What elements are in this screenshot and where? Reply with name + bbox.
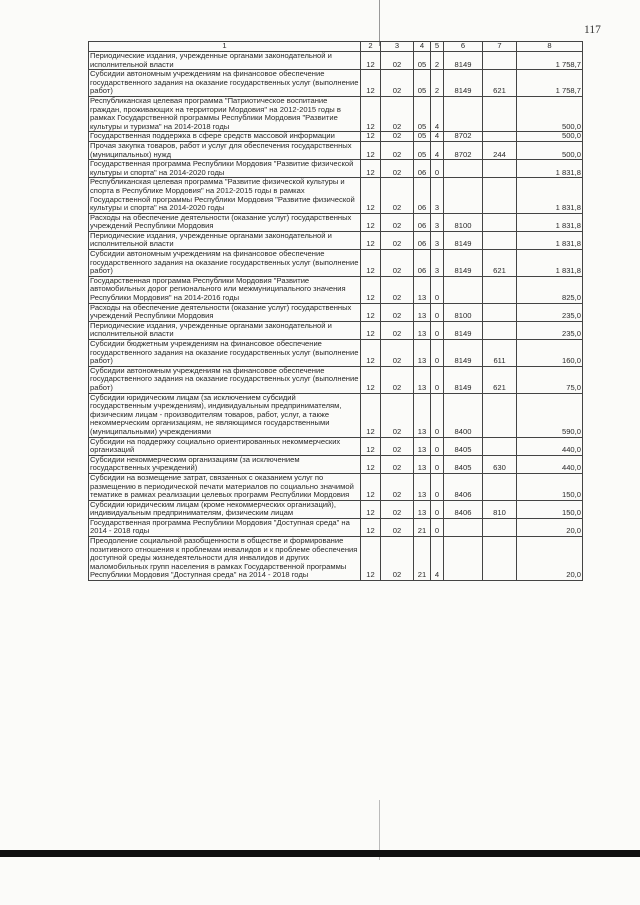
row-code-c4: 13	[414, 500, 431, 518]
row-code-c5: 0	[431, 366, 444, 393]
page-number: 117	[584, 24, 601, 36]
row-code-c4: 13	[414, 455, 431, 473]
row-code-c4: 06	[414, 178, 431, 213]
table-row	[89, 537, 583, 581]
row-code-c2: 12	[361, 231, 381, 249]
row-code-c3: 02	[381, 52, 414, 70]
header-cell: 5	[431, 42, 444, 52]
row-code-c6	[444, 160, 483, 178]
row-code-c7: 621	[483, 366, 517, 393]
header-cell: 6	[444, 42, 483, 52]
row-code-c2: 12	[361, 250, 381, 277]
row-description: Прочая закупка товаров, работ и услуг для обеспечения государственных (муниципальных) нужд	[89, 141, 361, 159]
row-code-c4: 05	[414, 96, 431, 131]
row-description: Субсидии автономным учреждениям на финансовое обеспечение государственного задания на оказание государственных услуг (выполнение работ)	[89, 250, 361, 277]
row-code-c2: 12	[361, 366, 381, 393]
row-code-c3: 02	[381, 437, 414, 455]
table-row	[89, 437, 583, 455]
row-code-c3: 02	[381, 132, 414, 142]
row-code-c5: 0	[431, 455, 444, 473]
row-description: Государственная программа Республики Мордовия "Развитие автомобильных дорог регионального или межмуниципального значения Республики Мордовия" на 2014-2016 годы	[89, 276, 361, 303]
row-code-c4: 06	[414, 250, 431, 277]
row-code-c5: 2	[431, 52, 444, 70]
row-code-c5: 3	[431, 250, 444, 277]
table-row	[89, 500, 583, 518]
row-code-c6: 8149	[444, 52, 483, 70]
row-amount: 500,0	[517, 96, 583, 131]
row-code-c6: 8702	[444, 141, 483, 159]
row-amount: 1 831,8	[517, 160, 583, 178]
row-code-c5: 0	[431, 321, 444, 339]
row-amount: 235,0	[517, 321, 583, 339]
row-code-c7	[483, 160, 517, 178]
row-code-c2: 12	[361, 70, 381, 97]
row-code-c4: 06	[414, 213, 431, 231]
row-amount: 1 758,7	[517, 70, 583, 97]
table-row	[89, 141, 583, 159]
row-amount: 1 831,8	[517, 250, 583, 277]
row-code-c6: 8406	[444, 473, 483, 500]
row-code-c2: 12	[361, 178, 381, 213]
table-row	[89, 160, 583, 178]
row-code-c3: 02	[381, 321, 414, 339]
row-code-c6: 8405	[444, 437, 483, 455]
row-amount: 1 758,7	[517, 52, 583, 70]
row-amount: 150,0	[517, 500, 583, 518]
row-code-c2: 12	[361, 213, 381, 231]
row-code-c4: 13	[414, 473, 431, 500]
row-code-c4: 13	[414, 393, 431, 437]
row-description: Расходы на обеспечение деятельности (оказание услуг) государственных учреждений Республики Мордовия	[89, 213, 361, 231]
row-code-c3: 02	[381, 473, 414, 500]
row-code-c4: 13	[414, 437, 431, 455]
row-code-c2: 12	[361, 160, 381, 178]
row-amount: 160,0	[517, 340, 583, 367]
row-code-c3: 02	[381, 537, 414, 581]
table-row	[89, 70, 583, 97]
table-row	[89, 321, 583, 339]
row-description: Преодоление социальной разобщенности в обществе и формирование позитивного отношения к проблемам инвалидов и к проблеме обеспечения доступной среды жизнедеятельности для инвалидов и других маломобильных групп населения в рамках Государственной программы Республики Мордовия "Доступная среда" на 2014 - 2018 годы	[89, 537, 361, 581]
row-code-c2: 12	[361, 340, 381, 367]
row-code-c7	[483, 321, 517, 339]
row-code-c7	[483, 393, 517, 437]
row-code-c3: 02	[381, 250, 414, 277]
table-row	[89, 213, 583, 231]
row-code-c3: 02	[381, 340, 414, 367]
row-amount: 1 831,8	[517, 231, 583, 249]
row-code-c5: 0	[431, 437, 444, 455]
row-code-c6	[444, 537, 483, 581]
row-description: Субсидии на поддержку социально ориентированных некоммерческих организаций	[89, 437, 361, 455]
table-row	[89, 178, 583, 213]
row-code-c3: 02	[381, 213, 414, 231]
row-amount: 150,0	[517, 473, 583, 500]
row-amount: 825,0	[517, 276, 583, 303]
row-code-c3: 02	[381, 500, 414, 518]
row-description: Субсидии юридическим лицам (за исключением субсидий государственным учреждениям), индивидуальным предпринимателям, физическим лицам - производителям товаров, работ, услуг, а также некоммерческим организациям, не являющимся государственными (муниципальными) учреждениями	[89, 393, 361, 437]
row-code-c5: 0	[431, 500, 444, 518]
row-code-c3: 02	[381, 96, 414, 131]
row-description: Республиканская целевая программа "Патриотическое воспитание граждан, проживающих на территории Мордовия" на 2012-2015 годы в рамках Государственной программы Республики Мордовия "Развитие культуры и туризма" на 2014-2018 годы	[89, 96, 361, 131]
row-code-c2: 12	[361, 141, 381, 159]
row-code-c4: 05	[414, 141, 431, 159]
row-description: Периодические издания, учрежденные органами законодательной и исполнительной власти	[89, 52, 361, 70]
table-row	[89, 231, 583, 249]
header-cell: 3	[381, 42, 414, 52]
row-code-c6: 8702	[444, 132, 483, 142]
row-code-c2: 12	[361, 321, 381, 339]
row-code-c6: 8149	[444, 366, 483, 393]
row-code-c7	[483, 518, 517, 536]
row-description: Периодические издания, учрежденные органами законодательной и исполнительной власти	[89, 321, 361, 339]
table-row	[89, 473, 583, 500]
row-code-c5: 0	[431, 303, 444, 321]
row-amount: 75,0	[517, 366, 583, 393]
row-code-c7: 630	[483, 455, 517, 473]
row-description: Субсидии на возмещение затрат, связанных с оказанием услуг по размещению в периодической печати материалов по социально значимой тематике в рамках реализации целевых программ Республики Мордовия	[89, 473, 361, 500]
row-amount: 500,0	[517, 141, 583, 159]
row-code-c2: 12	[361, 303, 381, 321]
row-amount: 440,0	[517, 437, 583, 455]
table-row	[89, 250, 583, 277]
row-amount: 20,0	[517, 518, 583, 536]
header-cell: 2	[361, 42, 381, 52]
row-amount: 590,0	[517, 393, 583, 437]
row-code-c6: 8149	[444, 231, 483, 249]
budget-table	[88, 41, 583, 581]
row-code-c5: 4	[431, 132, 444, 142]
row-code-c7	[483, 52, 517, 70]
row-code-c7	[483, 537, 517, 581]
row-code-c7: 244	[483, 141, 517, 159]
row-code-c7	[483, 132, 517, 142]
row-amount: 20,0	[517, 537, 583, 581]
row-code-c7: 810	[483, 500, 517, 518]
table-row	[89, 455, 583, 473]
row-code-c6: 8100	[444, 213, 483, 231]
row-code-c2: 12	[361, 500, 381, 518]
row-code-c7	[483, 303, 517, 321]
row-code-c5: 3	[431, 213, 444, 231]
row-code-c6: 8406	[444, 500, 483, 518]
row-description: Субсидии юридическим лицам (кроме некоммерческих организаций), индивидуальным предпринимателям, физическим лицам	[89, 500, 361, 518]
row-description: Государственная программа Республики Мордовия "Доступная среда" на 2014 - 2018 годы	[89, 518, 361, 536]
center-fold-line	[379, 0, 380, 46]
row-amount: 1 831,8	[517, 213, 583, 231]
row-code-c6	[444, 178, 483, 213]
row-code-c5: 3	[431, 231, 444, 249]
row-code-c6: 8149	[444, 70, 483, 97]
row-code-c7	[483, 96, 517, 131]
row-code-c4: 13	[414, 303, 431, 321]
row-code-c5: 2	[431, 70, 444, 97]
row-code-c7	[483, 473, 517, 500]
row-code-c5: 0	[431, 340, 444, 367]
row-code-c3: 02	[381, 160, 414, 178]
row-code-c4: 21	[414, 518, 431, 536]
table-row	[89, 340, 583, 367]
table-row	[89, 518, 583, 536]
row-code-c4: 06	[414, 231, 431, 249]
table-row	[89, 366, 583, 393]
row-code-c5: 0	[431, 518, 444, 536]
row-code-c6: 8149	[444, 321, 483, 339]
row-code-c6: 8149	[444, 340, 483, 367]
row-code-c5: 0	[431, 276, 444, 303]
row-code-c4: 13	[414, 340, 431, 367]
row-code-c3: 02	[381, 276, 414, 303]
row-code-c2: 12	[361, 52, 381, 70]
scan-edge-bar	[0, 850, 640, 857]
row-code-c7	[483, 437, 517, 455]
row-code-c2: 12	[361, 276, 381, 303]
row-code-c3: 02	[381, 141, 414, 159]
row-code-c2: 12	[361, 437, 381, 455]
header-cell: 7	[483, 42, 517, 52]
row-code-c2: 12	[361, 96, 381, 131]
table-body	[89, 52, 583, 581]
row-code-c5: 4	[431, 537, 444, 581]
header-cell: 1	[89, 42, 361, 52]
row-code-c6: 8100	[444, 303, 483, 321]
row-code-c4: 06	[414, 160, 431, 178]
row-code-c4: 21	[414, 537, 431, 581]
row-code-c5: 4	[431, 141, 444, 159]
row-code-c3: 02	[381, 303, 414, 321]
row-code-c6: 8149	[444, 250, 483, 277]
row-code-c2: 12	[361, 518, 381, 536]
table-row	[89, 276, 583, 303]
row-amount: 235,0	[517, 303, 583, 321]
table-row	[89, 132, 583, 142]
row-description: Государственная поддержка в сфере средств массовой информации	[89, 132, 361, 142]
row-amount: 500,0	[517, 132, 583, 142]
row-code-c7: 621	[483, 70, 517, 97]
row-code-c3: 02	[381, 393, 414, 437]
row-code-c5: 3	[431, 178, 444, 213]
row-code-c3: 02	[381, 366, 414, 393]
row-code-c2: 12	[361, 132, 381, 142]
row-code-c7	[483, 213, 517, 231]
header-cell: 8	[517, 42, 583, 52]
row-description: Государственная программа Республики Мордовия "Развитие физической культуры и спорта" на 2014-2020 годы	[89, 160, 361, 178]
row-code-c3: 02	[381, 518, 414, 536]
table-row	[89, 52, 583, 70]
row-description: Республиканская целевая программа "Развитие физической культуры и спорта в Республике Мордовия" на 2012-2015 годы в рамках Государственной программы Республики Мордовия "Развитие физической культуры и спорта" на 2014-2020 годы	[89, 178, 361, 213]
row-code-c6	[444, 518, 483, 536]
row-code-c4: 13	[414, 321, 431, 339]
row-description: Субсидии некоммерческим организациям (за исключением государственных учреждений)	[89, 455, 361, 473]
row-code-c3: 02	[381, 178, 414, 213]
row-code-c3: 02	[381, 455, 414, 473]
row-code-c7	[483, 231, 517, 249]
header-row	[89, 42, 583, 52]
row-code-c4: 05	[414, 132, 431, 142]
row-code-c7: 621	[483, 250, 517, 277]
row-code-c6: 8405	[444, 455, 483, 473]
row-code-c3: 02	[381, 231, 414, 249]
row-description: Периодические издания, учрежденные органами законодательной и исполнительной власти	[89, 231, 361, 249]
row-code-c7: 611	[483, 340, 517, 367]
header-cell: 4	[414, 42, 431, 52]
row-description: Субсидии автономным учреждениям на финансовое обеспечение государственного задания на оказание государственных услуг (выполнение работ)	[89, 70, 361, 97]
row-description: Субсидии автономным учреждениям на финансовое обеспечение государственного задания на оказание государственных услуг (выполнение работ)	[89, 366, 361, 393]
row-code-c4: 13	[414, 276, 431, 303]
table-row	[89, 96, 583, 131]
row-code-c2: 12	[361, 537, 381, 581]
row-code-c4: 05	[414, 52, 431, 70]
table-row	[89, 393, 583, 437]
row-code-c5: 4	[431, 96, 444, 131]
row-code-c5: 0	[431, 160, 444, 178]
row-code-c6: 8400	[444, 393, 483, 437]
row-description: Субсидии бюджетным учреждениям на финансовое обеспечение государственного задания на оказание государственных услуг (выполнение работ)	[89, 340, 361, 367]
row-code-c6	[444, 96, 483, 131]
row-code-c7	[483, 178, 517, 213]
row-description: Расходы на обеспечение деятельности (оказание услуг) государственных учреждений Республики Мордовия	[89, 303, 361, 321]
row-code-c6	[444, 276, 483, 303]
row-amount: 1 831,8	[517, 178, 583, 213]
row-code-c3: 02	[381, 70, 414, 97]
row-code-c2: 12	[361, 473, 381, 500]
row-code-c7	[483, 276, 517, 303]
row-code-c5: 0	[431, 473, 444, 500]
row-code-c5: 0	[431, 393, 444, 437]
table-row	[89, 303, 583, 321]
row-code-c4: 13	[414, 366, 431, 393]
row-code-c2: 12	[361, 393, 381, 437]
row-code-c4: 05	[414, 70, 431, 97]
row-amount: 440,0	[517, 455, 583, 473]
row-code-c2: 12	[361, 455, 381, 473]
